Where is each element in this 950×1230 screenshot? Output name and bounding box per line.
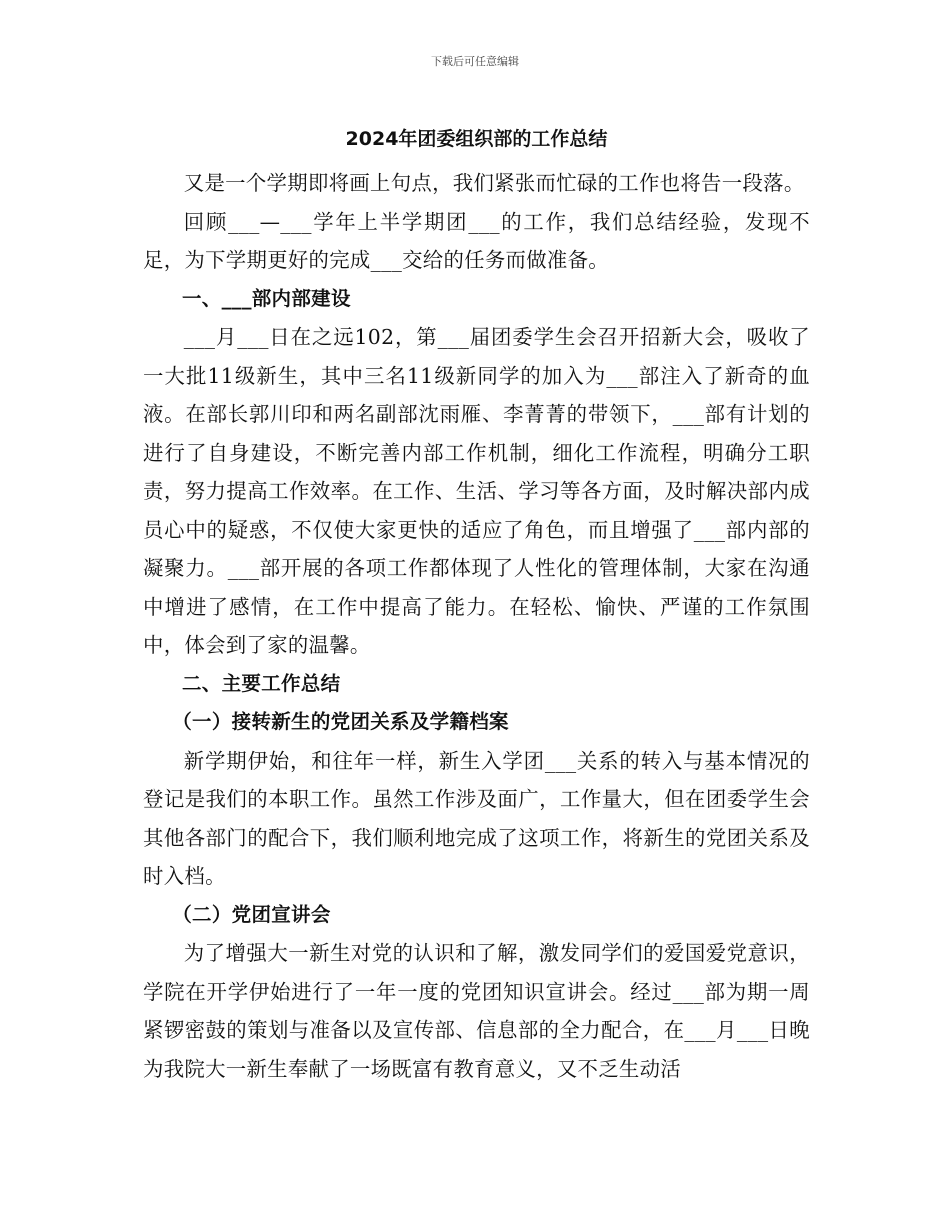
document-title: 2024年团委组织部的工作总结 — [345, 128, 608, 150]
document-body — [143, 120, 810, 1088]
page-header: 下载后可任意编辑 — [431, 55, 519, 68]
paragraph-lecture: 为了增强大一新生对党的认识和了解，激发同学们的爱国爱党意识，学院在开学伊始进行了一年一度的党团知识宣讲会。经过___部为期一周紧锣密鼓的策划与准备以及宣传部、信息部的全力配合，在___月___日晚为我院大一新生奉献了一场既富有教育意义，又不乏生动活 — [143, 941, 810, 1081]
subsection-heading-2: （二）党团宣讲会 — [172, 902, 331, 926]
section-heading-1: 一、___部内部建设 — [182, 286, 351, 310]
section-heading-2: 二、主要工作总结 — [182, 671, 341, 695]
paragraph-new-student-records: 新学期伊始，和往年一样，新生入学团___关系的转入与基本情况的登记是我们的本职工作。虽然工作涉及面广，工作量大，但在团委学生会其他各部门的配合下，我们顺利地完成了这项工作，将新生的党团关系及时入档。 — [143, 748, 810, 888]
paragraph-review: 回顾___—___学年上半学期团___的工作，我们总结经验，发现不足，为下学期更好的完成___交给的任务而做准备。 — [143, 209, 810, 272]
paragraph-internal-building: ___月___日在之远102，第___届团委学生会召开招新大会，吸收了一大批11级新生，其中三名11级新同学的加入为___部注入了新奇的血液。在部长郭川印和两名副部沈雨雁、李菁菁的带领下，___部有计划的进行了自身建设，不断完善内部工作机制，细化工作流程，明确分工职责，努力提高工作效率。在工作、生活、学习等各方面，及时解决部内成员心中的疑惑，不仅使大家更快的适应了角色，而且增强了___部内部的凝聚力。___部开展的各项工作都体现了人性化的管理体制，大家在沟通中增进了感情，在工作中提高了能力。在轻松、愉快、严谨的工作氛围中，体会到了家的温馨。 — [143, 325, 810, 657]
paragraph-intro: 又是一个学期即将画上句点，我们紧张而忙碌的工作也将告一段落。 — [183, 171, 805, 195]
subsection-heading-1: （一）接转新生的党团关系及学籍档案 — [172, 710, 509, 733]
